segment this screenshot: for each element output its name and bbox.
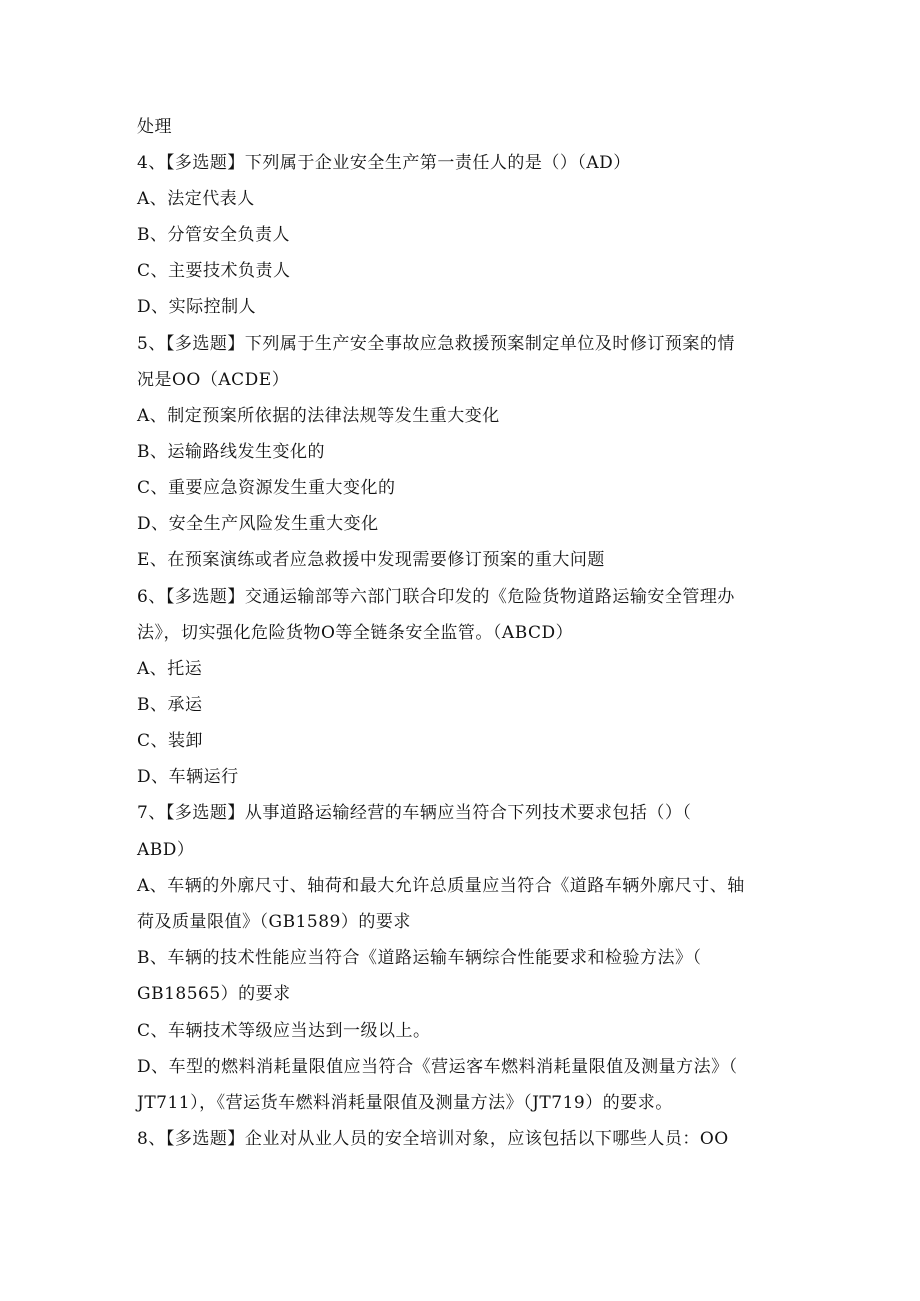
question-6-stem-cont: 法》，切实强化危险货物O等全链条安全监管。（ABCD） <box>137 623 574 643</box>
question-6-option-d: D、车辆运行 <box>137 767 239 787</box>
question-4-option-b: B、分管安全负责人 <box>137 225 290 245</box>
question-5-option-c: C、重要应急资源发生重大变化的 <box>137 478 396 498</box>
question-4-option-a: A、法定代表人 <box>137 189 255 209</box>
question-4-stem: 4、【多选题】下列属于企业安全生产第一责任人的是（）（AD） <box>137 153 631 173</box>
question-7-option-c: C、车辆技术等级应当达到一级以上。 <box>137 1021 431 1041</box>
question-6-option-b: B、承运 <box>137 695 203 715</box>
question-5-stem: 5、【多选题】下列属于生产安全事故应急救援预案制定单位及时修订预案的情 <box>137 334 735 354</box>
question-7-option-d: D、车型的燃料消耗量限值应当符合《营运客车燃料消耗量限值及测量方法》（ <box>137 1057 738 1077</box>
question-4-option-d: D、实际控制人 <box>137 297 257 317</box>
question-7-option-a: A、车辆的外廓尺寸、轴荷和最大允许总质量应当符合《道路车辆外廓尺寸、轴 <box>137 876 745 896</box>
question-6-option-c: C、装卸 <box>137 731 204 751</box>
question-5-stem-cont: 况是OO（ACDE） <box>137 370 290 390</box>
question-4-option-c: C、主要技术负责人 <box>137 261 291 281</box>
question-5-option-a: A、制定预案所依据的法律法规等发生重大变化 <box>137 406 500 426</box>
question-7-stem-cont: ABD） <box>137 840 195 860</box>
question-5-option-e: E、在预案演练或者应急救援中发现需要修订预案的重大问题 <box>137 550 605 570</box>
question-7-option-b: B、车辆的技术性能应当符合《道路运输车辆综合性能要求和检验方法》（ <box>137 948 702 968</box>
question-6-option-a: A、托运 <box>137 659 203 679</box>
question-6-stem: 6、【多选题】交通运输部等六部门联合印发的《危险货物道路运输安全管理办 <box>137 587 735 607</box>
question-7-option-a-cont: 荷及质量限值》（GB1589）的要求 <box>137 912 411 932</box>
text-line: 处理 <box>137 117 172 137</box>
question-5-option-d: D、安全生产风险发生重大变化 <box>137 514 379 534</box>
question-7-option-b-cont: GB18565）的要求 <box>137 984 291 1004</box>
question-5-option-b: B、运输路线发生变化的 <box>137 442 325 462</box>
question-7-stem: 7、【多选题】从事道路运输经营的车辆应当符合下列技术要求包括（）（ <box>137 803 692 823</box>
question-8-stem: 8、【多选题】企业对从业人员的安全培训对象，应该包括以下哪些人员：OO <box>137 1129 729 1149</box>
question-7-option-d-cont: JT711），《营运货车燃料消耗量限值及测量方法》（JT719）的要求。 <box>137 1093 673 1113</box>
